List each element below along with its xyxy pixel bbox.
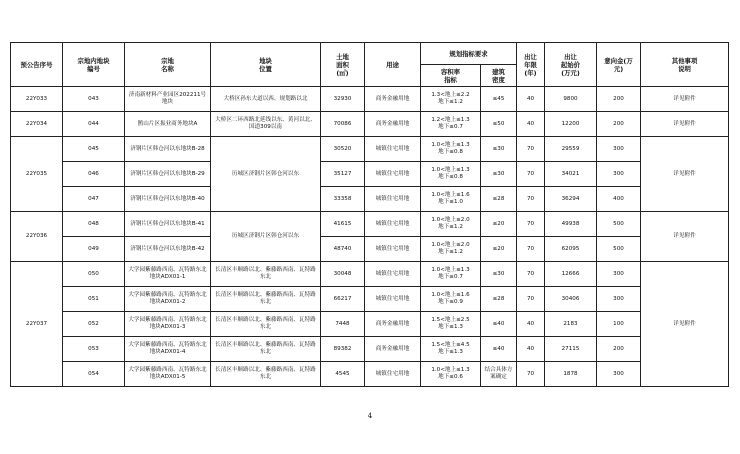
- col-term-header: 出让 年限 (年): [517, 43, 545, 87]
- cell-deposit: 300: [597, 137, 641, 162]
- cell-term: 70: [517, 362, 545, 387]
- cell-far: 1.0<地上≤1.3 地下≤0.8: [421, 162, 481, 187]
- cell-seq: 22Y036: [11, 212, 63, 262]
- cell-location: 大桥区孙东大道以西、规划路以北: [211, 87, 321, 112]
- land-transfer-table: [10, 42, 729, 387]
- cell-name: 大学园紫藤路西南、瓦特路东北地块ADX01-5: [125, 362, 211, 387]
- cell-notes: 详见附件: [641, 87, 729, 112]
- cell-term: 70: [517, 187, 545, 212]
- cell-area: 89382: [321, 337, 365, 362]
- col-density-header: 建筑 密度: [481, 65, 517, 87]
- cell-use: 城镇住宅用地: [365, 212, 421, 237]
- cell-density: ≤40: [481, 337, 517, 362]
- cell-term: 70: [517, 162, 545, 187]
- cell-location: 大桥区二环西路北延线以东、黄河以北、国道309以南: [211, 112, 321, 137]
- cell-area: 30048: [321, 262, 365, 287]
- cell-term: 40: [517, 312, 545, 337]
- cell-density: ≤28: [481, 187, 517, 212]
- cell-use: 城镇住宅用地: [365, 187, 421, 212]
- cell-plot-no: 047: [63, 187, 125, 212]
- cell-far: 1.2<地上≤1.3 地下≤0.7: [421, 112, 481, 137]
- cell-price: 2183: [545, 312, 597, 337]
- cell-name: 济钢片区韩仓河以东地块B-42: [125, 237, 211, 262]
- cell-far: 1.0<地上≤1.6 地下≤0.9: [421, 287, 481, 312]
- cell-use: 商务金融用地: [365, 87, 421, 112]
- cell-plot-no: 053: [63, 337, 125, 362]
- col-far-header: 容积率 指标: [421, 65, 481, 87]
- col-plot-no-header: 宗地内地块 编号: [63, 43, 125, 87]
- cell-density: ≤28: [481, 287, 517, 312]
- cell-term: 70: [517, 262, 545, 287]
- cell-term: 70: [517, 212, 545, 237]
- cell-plot-no: 051: [63, 287, 125, 312]
- cell-far: 1.5<地上≤2.5 地下≤1.3: [421, 312, 481, 337]
- cell-plot-no: 054: [63, 362, 125, 387]
- cell-use: 城镇住宅用地: [365, 162, 421, 187]
- cell-use: 商务金融用地: [365, 312, 421, 337]
- cell-plot-no: 043: [63, 87, 125, 112]
- cell-use: 城镇住宅用地: [365, 362, 421, 387]
- col-planning-header: 规划指标要求: [421, 43, 517, 65]
- cell-deposit: 200: [597, 87, 641, 112]
- cell-notes: 详见附件: [641, 137, 729, 212]
- cell-use: 城镇住宅用地: [365, 262, 421, 287]
- cell-name: 鹊山片区振业商务地块A: [125, 112, 211, 137]
- cell-far: 1.0<地上≤2.0 地下≤1.2: [421, 237, 481, 262]
- col-deposit-header: 意向金(万 元): [597, 43, 641, 87]
- cell-price: 12666: [545, 262, 597, 287]
- cell-location: 长清区丰顺路以北、紫藤路西南、瓦特路东北: [211, 312, 321, 337]
- col-location-header: 地块 位置: [211, 43, 321, 87]
- cell-area: 4545: [321, 362, 365, 387]
- cell-deposit: 500: [597, 212, 641, 237]
- cell-deposit: 400: [597, 187, 641, 212]
- cell-density: ≤30: [481, 137, 517, 162]
- cell-far: 1.3<地上≤2.2 地下≤1.2: [421, 87, 481, 112]
- cell-plot-no: 046: [63, 162, 125, 187]
- cell-name: 济钢片区韩仓河以东地块B-41: [125, 212, 211, 237]
- cell-price: 9800: [545, 87, 597, 112]
- page-number: 4: [367, 412, 373, 420]
- cell-term: 40: [517, 87, 545, 112]
- cell-name: 济钢片区韩仓河以东地块B-29: [125, 162, 211, 187]
- cell-price: 12200: [545, 112, 597, 137]
- table-row: [11, 337, 729, 362]
- cell-plot-no: 048: [63, 212, 125, 237]
- cell-name: 济钢片区韩仓河以东地块B-28: [125, 137, 211, 162]
- cell-price: 27115: [545, 337, 597, 362]
- cell-area: 66217: [321, 287, 365, 312]
- cell-seq: 22Y034: [11, 112, 63, 137]
- cell-density: ≤30: [481, 162, 517, 187]
- col-use-header: 用途: [365, 43, 421, 87]
- cell-name: 大学园紫藤路西南、瓦特路东北地块ADX01-4: [125, 337, 211, 362]
- table-row: [11, 162, 729, 187]
- cell-deposit: 300: [597, 262, 641, 287]
- cell-area: 32930: [321, 87, 365, 112]
- cell-deposit: 500: [597, 237, 641, 262]
- cell-use: 商务金融用地: [365, 112, 421, 137]
- cell-name: 大学园紫藤路西南、瓦特路东北地块ADX01-1: [125, 262, 211, 287]
- cell-far: 1.0<地上≤2.0 地下≤1.2: [421, 212, 481, 237]
- cell-notes: 详见附件: [641, 212, 729, 262]
- cell-name: 济南新材料产业园区202211号地块: [125, 87, 211, 112]
- cell-notes: 详见附件: [641, 262, 729, 387]
- cell-term: 70: [517, 287, 545, 312]
- cell-location: 历城区济钢片区韩仓河以东: [211, 137, 321, 212]
- cell-far: 1.0<地上≤1.3 地下≤0.7: [421, 262, 481, 287]
- col-notes-header: 其他事项 说明: [641, 43, 729, 87]
- cell-seq: 22Y033: [11, 87, 63, 112]
- cell-far: 1.5<地上≤4.5 地下≤1.3: [421, 337, 481, 362]
- cell-density: ≤50: [481, 112, 517, 137]
- cell-price: 36294: [545, 187, 597, 212]
- cell-price: 49938: [545, 212, 597, 237]
- cell-price: 29559: [545, 137, 597, 162]
- cell-use: 城镇住宅用地: [365, 137, 421, 162]
- cell-density: ≤40: [481, 312, 517, 337]
- cell-area: 48740: [321, 237, 365, 262]
- col-name-header: 宗地 名称: [125, 43, 211, 87]
- cell-use: 商务金融用地: [365, 337, 421, 362]
- cell-area: 41615: [321, 212, 365, 237]
- cell-location: 长清区丰顺路以北、紫藤路西南、瓦特路东北: [211, 337, 321, 362]
- cell-term: 40: [517, 337, 545, 362]
- cell-use: 城镇住宅用地: [365, 237, 421, 262]
- cell-density: ≤30: [481, 262, 517, 287]
- cell-location: 长清区丰顺路以北、紫藤路西南、瓦特路东北: [211, 287, 321, 312]
- table-row: [11, 312, 729, 337]
- cell-density: 结合具体方案确定: [481, 362, 517, 387]
- cell-plot-no: 050: [63, 262, 125, 287]
- cell-deposit: 200: [597, 112, 641, 137]
- cell-density: ≤20: [481, 212, 517, 237]
- cell-deposit: 300: [597, 162, 641, 187]
- col-area-header: 土地 面积 (㎡): [321, 43, 365, 87]
- cell-area: 33358: [321, 187, 365, 212]
- table-row: [11, 212, 729, 237]
- cell-deposit: 300: [597, 287, 641, 312]
- table-row: [11, 362, 729, 387]
- cell-term: 70: [517, 237, 545, 262]
- col-seq-header: 预公告序号: [11, 43, 63, 87]
- cell-price: 1878: [545, 362, 597, 387]
- col-price-header: 出让 起始价 (万元): [545, 43, 597, 87]
- cell-density: ≤20: [481, 237, 517, 262]
- cell-plot-no: 052: [63, 312, 125, 337]
- cell-seq: 22Y035: [11, 137, 63, 212]
- cell-deposit: 100: [597, 312, 641, 337]
- cell-deposit: 200: [597, 337, 641, 362]
- cell-area: 35127: [321, 162, 365, 187]
- header-row-1: [11, 43, 729, 65]
- table-row: [11, 137, 729, 162]
- table-row: [11, 87, 729, 112]
- cell-plot-no: 044: [63, 112, 125, 137]
- cell-price: 30406: [545, 287, 597, 312]
- table-row: [11, 187, 729, 212]
- cell-name: 大学园紫藤路西南、瓦特路东北地块ADX01-3: [125, 312, 211, 337]
- table-row: [11, 237, 729, 262]
- cell-price: 62095: [545, 237, 597, 262]
- cell-seq: 22Y037: [11, 262, 63, 387]
- cell-far: 1.0<地上≤1.3 地下≤0.6: [421, 362, 481, 387]
- cell-notes: 详见附件: [641, 112, 729, 137]
- cell-density: ≤45: [481, 87, 517, 112]
- cell-term: 70: [517, 137, 545, 162]
- cell-far: 1.0<地上≤1.3 地下≤0.8: [421, 137, 481, 162]
- cell-term: 40: [517, 112, 545, 137]
- cell-location: 长清区丰顺路以北、紫藤路西南、瓦特路东北: [211, 262, 321, 287]
- cell-area: 30520: [321, 137, 365, 162]
- cell-area: 70086: [321, 112, 365, 137]
- table-row: [11, 287, 729, 312]
- cell-name: 大学园紫藤路西南、瓦特路东北地块ADX01-2: [125, 287, 211, 312]
- cell-use: 城镇住宅用地: [365, 287, 421, 312]
- cell-location: 历城区济钢片区韩仓河以东: [211, 212, 321, 262]
- table-row: [11, 112, 729, 137]
- cell-plot-no: 045: [63, 137, 125, 162]
- table-row: [11, 262, 729, 287]
- cell-name: 济钢片区韩仓河以东地块B-40: [125, 187, 211, 212]
- cell-location: 长清区丰顺路以北、紫藤路西南、瓦特路东北: [211, 362, 321, 387]
- cell-far: 1.0<地上≤1.6 地下≤1.0: [421, 187, 481, 212]
- cell-deposit: 300: [597, 362, 641, 387]
- cell-area: 7448: [321, 312, 365, 337]
- cell-price: 34021: [545, 162, 597, 187]
- cell-plot-no: 049: [63, 237, 125, 262]
